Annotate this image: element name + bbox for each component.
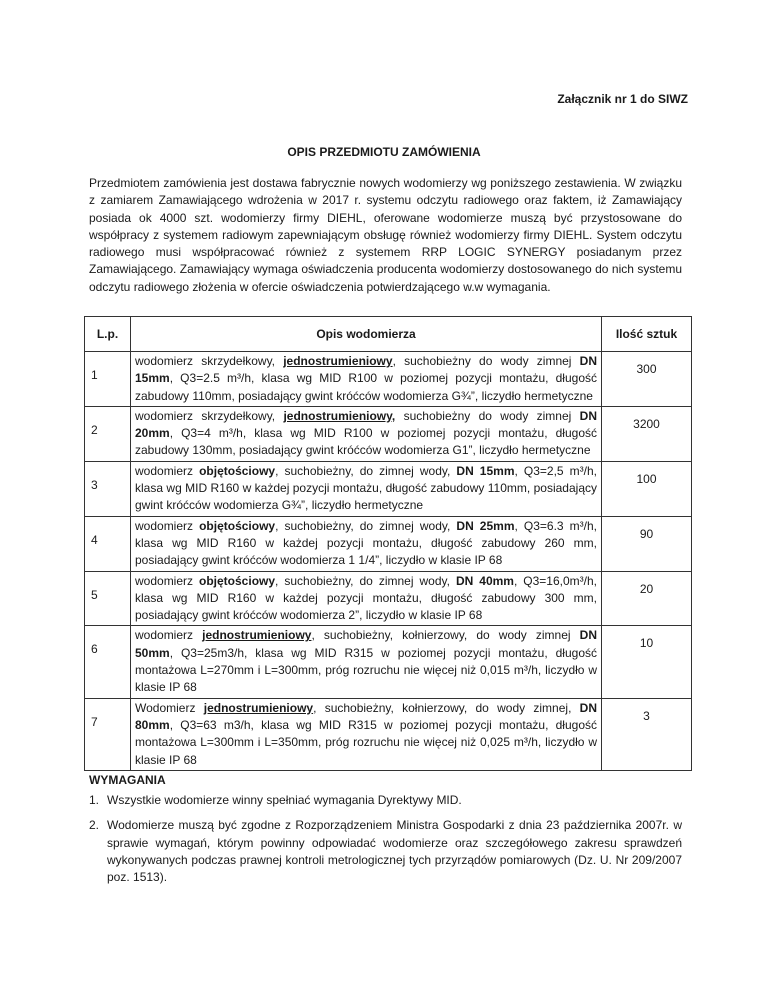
row-description (131, 626, 602, 698)
document-title: OPIS PRZEDMIOTU ZAMÓWIENIA (287, 145, 481, 159)
row-description (131, 516, 602, 571)
description-segment: , Q3=2.5 m³/h, klasa wg MID R100 w poziomej pozycji montażu, długość zabudowy 110mm, posiadający gwint króćców wodomierza G¾”, liczydło hermetyczne (135, 371, 597, 403)
requirement-text: Wszystkie wodomierze winny spełniać wymagania Dyrektywy MID. (107, 793, 462, 807)
description-segment: jednostrumieniowy (283, 354, 393, 368)
description-segment: DN 40mm (455, 573, 514, 588)
description-segment: , suchobieżny, kołnierzowy, do wody zimnej (311, 628, 580, 643)
description-segment: jednostrumieniowy (203, 700, 314, 715)
description-segment: DN 80mm (135, 700, 598, 732)
attachment-label: Załącznik nr 1 do SIWZ (557, 92, 688, 106)
table-row (85, 571, 692, 626)
description-segment: objętościowy (199, 463, 276, 478)
requirement-number: 1. (89, 793, 100, 807)
description-segment: , Q3=16,0m³/h, klasa wg MID R160 w każdej pozycji montażu, długość zabudowy 300 mm, posiadający gwint króćców wodomierza 2”, liczydło w klasie IP 68 (135, 573, 597, 623)
row-description (131, 352, 602, 407)
header-lp: L.p. (85, 317, 131, 352)
water-meter-table (84, 316, 692, 771)
table-row (85, 406, 692, 461)
row-description (131, 461, 602, 516)
description-segment: wodomierz (135, 628, 203, 643)
row-number: 4 (85, 516, 131, 571)
description-segment: DN 25mm (456, 518, 515, 533)
row-quantity: 10 (602, 626, 692, 698)
row-quantity: 90 (602, 516, 692, 571)
description-segment: , Q3=2,5 m³/h, klasa wg MID R160 w każdej pozycji montażu, długość zabudowy 110mm, posiadający gwint króćców wodomierza G¾”, liczydło hermetyczne (135, 463, 597, 513)
description-segment: , Q3=6.3 m³/h, klasa wg MID R160 w każdej pozycji montażu, długość zabudowy 260 mm, posiadający gwint króćców wodomierza 1 1/4”, liczydło w klasie IP 68 (135, 518, 597, 568)
table-row (85, 461, 692, 516)
row-quantity: 3200 (602, 406, 692, 461)
description-segment: , Q3=63 m3/h, klasa wg MID R315 w poziomej pozycji montażu, długość montażowa L=300mm i L=350mm, próg rozruchu nie więcej niż 0,025 m³/h, liczydło w klasie IP 68 (135, 717, 597, 767)
description-segment: , suchobieżny, do zimnej wody, (275, 573, 456, 588)
description-segment: , Q3=25m3/h, klasa wg MID R315 w poziomej pozycji montażu, długość montażowa L=270mm i L=300mm, próg rozruchu nie więcej niż 0,015 m³/h, liczydło w klasie IP 68 (135, 645, 597, 695)
description-segment: , suchobieżny, do zimnej wody, (275, 518, 457, 533)
description-segment: DN 15mm (135, 354, 598, 386)
requirements-heading: WYMAGANIA (89, 773, 166, 787)
description-segment: wodomierz (135, 463, 200, 478)
requirement-item (89, 817, 682, 886)
row-description (131, 406, 602, 461)
requirement-item (89, 792, 682, 809)
row-quantity: 20 (602, 571, 692, 626)
row-number: 3 (85, 461, 131, 516)
table-header-row (85, 317, 692, 352)
description-segment: DN 15mm (456, 463, 515, 478)
header-qty: Ilość sztuk (602, 317, 692, 352)
description-segment: suchobieżny do wody zimnej (395, 408, 580, 423)
table-row (85, 352, 692, 407)
requirement-text: Wodomierze muszą być zgodne z Rozporządzeniem Ministra Gospodarki z dnia 23 października 2007r. w sprawie wymagań, którym powinny odpowiadać wodomierze oraz szczegółowego zakresu sprawdzeń wykonywanych podczas prawnej kontroli metrologicznej tych przyrządów pomiarowych (Dz. U. Nr 209/2007 poz. 1513). (107, 818, 682, 885)
table-row (85, 698, 692, 770)
row-number: 1 (85, 352, 131, 407)
description-segment: jednostrumieniowy, (283, 408, 396, 423)
row-quantity: 100 (602, 461, 692, 516)
row-quantity: 300 (602, 352, 692, 407)
description-segment: Wodomierz (135, 700, 204, 715)
row-quantity: 3 (602, 698, 692, 770)
description-segment: , suchobieżny, kołnierzowy, do wody zimnej, (313, 700, 580, 715)
row-number: 7 (85, 698, 131, 770)
description-segment: wodomierz skrzydełkowy, (135, 408, 284, 423)
row-description (131, 571, 602, 626)
row-number: 2 (85, 406, 131, 461)
description-segment: wodomierz (135, 573, 200, 588)
requirements-list (89, 792, 682, 894)
intro-paragraph: Przedmiotem zamówienia jest dostawa fabrycznie nowych wodomierzy wg poniższego zestawienia. W związku z zamiarem Zamawiającego wdrożenia w 2017 r. systemu odczytu radiowego oraz faktem, iż Zamawiający posiada ok 4000 szt. wodomierzy firmy DIEHL, oferowane wodomierze muszą być przystosowane do współpracy z systemem radiowym zapewniającym obsługę również wodomierzy firmy DIEHL. System odczytu radiowego musi współpracować również z systemem RRP LOGIC SYNERGY posiadanym przez Zamawiającego. Zamawiający wymaga oświadczenia producenta wodomierzy dostosowanego do nich systemu odczytu radiowego złożenia w ofercie oświadczenia potwierdzającego w.w wymagania. (89, 176, 682, 294)
description-segment: DN 20mm (135, 408, 597, 441)
description-segment: , suchobieżny do wody zimnej (392, 354, 580, 368)
table-row (85, 516, 692, 571)
requirement-number: 2. (89, 818, 100, 833)
description-segment: objętościowy (199, 518, 276, 533)
description-segment: , suchobieżny, do zimnej wody, (275, 463, 457, 478)
description-segment: DN 50mm (135, 628, 597, 660)
description-segment: wodomierz skrzydełkowy, (135, 354, 284, 368)
table-row (85, 626, 692, 698)
row-number: 6 (85, 626, 131, 698)
row-number: 5 (85, 571, 131, 626)
description-segment: wodomierz (135, 518, 200, 533)
header-desc: Opis wodomierza (131, 317, 602, 352)
description-segment: jednostrumieniowy (202, 628, 312, 643)
description-segment: , Q3=4 m³/h, klasa wg MID R100 w poziomej pozycji montażu, długość zabudowy 130mm, posiadający gwint króćców wodomierza G1”, liczydło hermetyczne (135, 426, 597, 458)
description-segment: objętościowy (199, 573, 276, 588)
row-description (131, 698, 602, 770)
